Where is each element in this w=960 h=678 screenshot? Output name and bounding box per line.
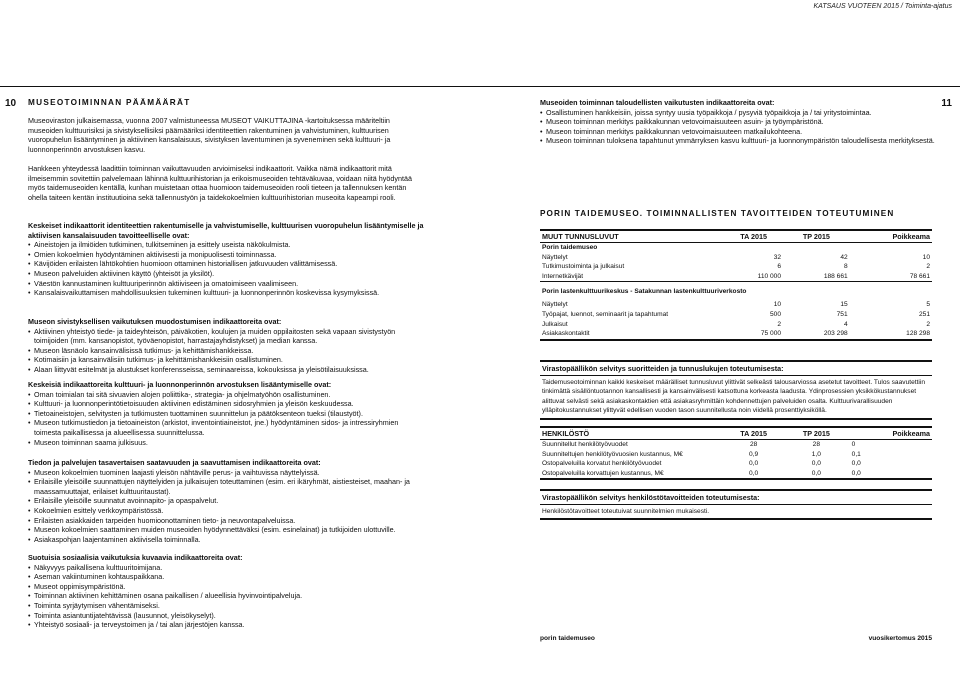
table-header-row <box>540 230 932 243</box>
table-row <box>540 282 932 301</box>
cell-diff: 10 <box>922 253 930 261</box>
list-item: • Erilaisille yleisöille suunnatut avoinnapito- ja opaspalvelut. <box>28 496 426 506</box>
list-item: • Museon toiminnan merkitys paikkakunnan vetovoimaisuuteen matkailukohteena. <box>540 127 940 137</box>
table-row <box>540 310 932 320</box>
table-row <box>540 262 932 272</box>
cell-diff: 0,0 <box>850 469 932 480</box>
table-row <box>540 469 932 480</box>
cell-tp: 28 <box>812 441 821 448</box>
row-group-label: Porin taidemuseo <box>542 244 598 251</box>
cell-ta: 0,0 <box>749 460 759 468</box>
list-item: • Erilaisille yleisöille suunnattujen näyttelyiden ja julkaisujen toteuttaminen (esim. eri ikäryhmät, aistiesteiset, maahan- ja maassamuuttajat, erilaiset kulttuuritaustat). <box>28 477 426 496</box>
group-heading: Suotuisia sosiaalisia vaikutuksia kuvaavia indikaattoreita ovat: <box>28 553 243 562</box>
footer-right: vuosikertomus 2015 <box>868 635 932 642</box>
cell-tp: 4 <box>843 320 848 328</box>
box-heading: Virastopäällikön selvitys suoritteiden ja tunnuslukujen toteutumisesta: <box>540 360 932 376</box>
cell-diff: 251 <box>918 310 930 318</box>
list-item: • Museon toiminnan saama julkisuus. <box>28 438 426 448</box>
list-item: • Museon toiminnan merkitys paikkakunnan vetovoimaisuuteen asuin- ja työympäristönä. <box>540 117 940 127</box>
list-item: • Väestön kannustaminen kulttuuriperinnön aktiiviseen ja omatoimiseen vaalimiseen. <box>28 279 426 289</box>
intro-paragraph: Museoviraston julkaisemassa, vuonna 2007 valmistuneessa MUSEOT VAIKUTTAJINA -kartoituksessa määriteltiin museoiden kulttuurisiksi ja sivistyksellisiksi päämääriksi identiteettien rakentuminen ja vahvistuminen, kulttuurisen vuoropuhelun lisääntyminen ja aktiivinen kansalaisuus, sivistyksen laventuminen ja syveneminen sekä kulttuuri- ja luonnonperinnön arvostuksen kasvu. <box>28 116 391 154</box>
list-item: • Aineistojen ja ilmiöiden tutkiminen, tulkitseminen ja esittely useista näkökulmista. <box>28 240 426 250</box>
henkilosto-table <box>540 426 932 480</box>
row-label: Tutkimustoiminta ja julkaisut <box>542 263 625 271</box>
page-number-left: 10 <box>5 98 17 109</box>
row-label: Työpajat, luennot, seminaarit ja tapahtumat <box>542 310 669 318</box>
indicator-group-1 <box>28 317 426 375</box>
cell-ta: 2 <box>777 320 782 328</box>
row-label: Suunniteltujen henkilötyövuosien kustannus, M€ <box>542 450 683 458</box>
table-row <box>540 450 932 460</box>
list-item: • Museon toiminnan tuloksena tapahtunut ymmärryksen kasvu kulttuuri- ja luonnonympäristön taloudellisesta merkityksestä. <box>540 136 940 146</box>
list-item: • Kulttuuri- ja luonnonperintötietoisuuden aktiivinen edistäminen sidosryhmien ja yleisön keskuudessa. <box>28 399 426 409</box>
muut-tunnusluvut-table <box>540 229 932 341</box>
list-item: • Erilaisten asiakkaiden tarpeiden huomioonottaminen tieto- ja neuvontapalveluissa. <box>28 516 426 526</box>
cell-diff: 5 <box>926 301 930 309</box>
column-header: MUUT TUNNUSLUVUT <box>540 230 724 243</box>
cell-diff: 78 661 <box>909 272 930 280</box>
economic-block <box>540 98 940 146</box>
table-header-row <box>540 427 932 440</box>
running-header: KATSAUS VUOTEEN 2015 / Toiminta-ajatus <box>813 3 952 10</box>
list-item: • Alaan liittyvät esitelmät ja alustukset konferensseissa, seminaareissa, kokouksissa ja yleisötilaisuuksissa. <box>28 365 426 375</box>
section-title-paamaarat: MUSEOTOIMINNAN PÄÄMÄÄRÄT <box>28 98 191 107</box>
cell-diff: 2 <box>926 320 930 328</box>
list-item: • Toiminta asiantuntijatehtävissä (lausunnot, yleisökyselyt). <box>28 611 426 621</box>
cell-ta: 110 000 <box>757 272 782 280</box>
list-item: • Kokoelmien esittely verkkoympäristössä. <box>28 506 426 516</box>
column-header: Poikkeama <box>850 427 932 440</box>
list-item: • Museon palveluiden aktiivinen käyttö (yhteisöt ja yksilöt). <box>28 269 426 279</box>
bullet-list <box>28 468 426 545</box>
cell-diff: 2 <box>926 263 930 271</box>
column-header: TA 2015 <box>724 230 783 243</box>
bullet-list <box>28 240 426 298</box>
intro-block <box>28 116 426 154</box>
box-heading: Virastopäällikön selvitys henkilöstötavoitteiden toteutumisesta: <box>540 489 932 505</box>
cell-ta: 10 <box>773 301 782 309</box>
cell-ta: 6 <box>777 263 782 271</box>
section-title-toteutuminen: PORIN TAIDEMUSEO. TOIMINNALLISTEN TAVOITTEIDEN TOTEUTUMINEN <box>540 209 895 218</box>
list-item: • Näkyvyys paikallisena kulttuuritoimijana. <box>28 563 426 573</box>
list-item: • Kansalaisvaikuttamisen mahdollisuuksien tukeminen kulttuuri- ja luonnonperinnön koskevissa kysymyksissä. <box>28 288 426 298</box>
list-item: • Museon kokoelmien saattaminen muiden museoiden hyödynnettäväksi (esim. esinelainat) ja tutkijoiden ulottuville. <box>28 525 426 535</box>
bullet-list <box>28 563 426 630</box>
cell-diff: 0 <box>851 441 856 448</box>
list-item: • Yhteistyö sosiaali- ja terveystoimen ja / tai alan järjestöjen kanssa. <box>28 620 426 630</box>
list-item: • Tietoaineistojen, selvitysten ja tutkimusten tuottaminen suunnittelun ja päätöksenteon tueksi (tilaustyöt). <box>28 409 426 419</box>
list-item: • Museon läsnäolo kansainvälisissä tutkimus- ja kehittämishankkeissa. <box>28 346 426 356</box>
cell-diff: 0,0 <box>851 460 861 468</box>
page-number-right: 11 <box>941 98 952 109</box>
indicator-group-3 <box>28 458 426 544</box>
column-header: Poikkeama <box>850 230 932 243</box>
box-text: Henkilöstötavoitteet toteutuivat suunnitelmien mukaisesti. <box>540 505 932 520</box>
bullet-list <box>28 327 426 375</box>
table-row <box>540 329 932 340</box>
table-row <box>540 253 932 263</box>
list-item: • Oman toimialan tai sitä sivuavien alojen poliittika-, strategia- ja ohjelmatyöhön osallistuminen. <box>28 390 426 400</box>
list-item: • Kävijöiden erilaisten lähtökohtien huomioon ottaminen historiallisen jatkuvuuden välittämisessä. <box>28 259 426 269</box>
group-heading: Keskeisiä indikaattoreita kulttuuri- ja luonnonperinnön arvostuksen lisääntymiselle ovat: <box>28 380 332 389</box>
column-header: TA 2015 <box>724 427 783 440</box>
cell-tp: 0,0 <box>811 460 821 468</box>
director-report-box-1 <box>540 360 932 420</box>
row-label: Näyttelyt <box>542 301 568 309</box>
eval-block <box>28 164 426 202</box>
list-item: • Toiminnan aktiivinen kehittäminen osana paikallisen / alueellisia hyvinvointipalveluja. <box>28 591 426 601</box>
footer-left: porin taidemuseo <box>540 635 595 642</box>
cell-ta: 75 000 <box>724 329 783 340</box>
row-label: Suunnitellut henkilötyövuodet <box>542 441 628 448</box>
list-item: • Museon tutkimustiedon ja tietoaineiston (arkistot, inventointiaineistot, jne.) hyödyntäminen sidos- ja intressiryhmien toimesta paikallisessa ja alueellisessa suunnittelussa. <box>28 418 426 437</box>
group-heading: Tiedon ja palvelujen tasavertaisen saatavuuden ja saavuttamisen indikaattoreita ovat: <box>28 458 321 467</box>
bullet-list <box>28 390 426 448</box>
director-report-box-2 <box>540 489 932 520</box>
indicator-group-0 <box>28 221 426 298</box>
cell-diff: 128 298 <box>850 329 932 340</box>
eval-paragraph: Hankkeen yhteydessä laadittiin toiminnan vaikuttavuuden arvioimiseksi indikaattorit. Vaikka nämä indikaattorit mitä ilmeisemmin sovitettiin palvelemaan lähinnä kulttuurihistorian ja erikoismuseoiden tehtäväkuvaa, voidaan niitä hyödyntää myös taidemuseoiden kentällä, kunhan muistetaan ottaa huomioon taidemuseoiden rooli tieteen ja tallennuksen kentän ohella taiteen kentän instituutioina sekä tallennustyön ja taidekokoelmien kulttuurihistorian museoita kapeampi rooli. <box>28 164 412 202</box>
column-header: HENKILÖSTÖ <box>540 427 724 440</box>
cell-ta: 28 <box>749 441 758 448</box>
row-label: Ostopalveluilla korvatut henkilötyövuodet <box>542 460 662 468</box>
group-heading: Museon sivistyksellisen vaikutuksen muodostumisen indikaattoreita ovat: <box>28 317 282 326</box>
cell-tp: 0,0 <box>783 469 850 480</box>
list-item: • Omien kokoelmien hyödyntäminen aktiivisesti ja monipuolisesti toiminnassa. <box>28 250 426 260</box>
table-row <box>540 272 932 282</box>
cell-tp: 15 <box>840 301 848 309</box>
list-item: • Aseman vakiintuminen kohtauspaikkana. <box>28 572 426 582</box>
cell-tp: 1,0 <box>811 450 821 458</box>
cell-ta: 0,0 <box>724 469 783 480</box>
cell-tp: 751 <box>836 310 848 318</box>
indicator-group-2 <box>28 380 426 447</box>
list-item: • Museon kokoelmien tuominen laajasti yleisön nähtäville perus- ja vaihtuvissa näyttelyissä. <box>28 468 426 478</box>
cell-tp: 42 <box>840 253 848 261</box>
list-item: • Osallistuminen hankkeisiin, joissa syntyy uusia työpaikkoja / pysyviä työpaikkoja ja / tai yritystoimintaa. <box>540 108 940 118</box>
table-row <box>540 459 932 469</box>
economic-heading: Museoiden toiminnan taloudellisten vaikutusten indikaattoreita ovat: <box>540 98 775 107</box>
column-header: TP 2015 <box>783 427 850 440</box>
bullet-list <box>540 108 940 146</box>
cell-ta: 32 <box>773 253 782 261</box>
indicator-group-4 <box>28 553 426 630</box>
cell-ta: 500 <box>770 310 782 318</box>
row-label: Julkaisut <box>542 320 568 328</box>
cell-diff: 0,1 <box>851 450 861 458</box>
row-label: Internetkävijät <box>542 272 584 280</box>
list-item: • Museot oppimisympäristönä. <box>28 582 426 592</box>
list-item: • Toiminta syrjäytymisen vähentämiseksi. <box>28 601 426 611</box>
list-item: • Aktiivinen yhteistyö tiede- ja taideyhteisön, päiväkotien, koulujen ja muiden oppilaitosten sekä vapaan sivistystyön toimijoiden (mm. kansanopistot, työväenopistot, harrastajayhdistykset) ja median kanssa. <box>28 327 426 346</box>
cell-ta: 0,9 <box>749 450 759 458</box>
cell-tp: 203 298 <box>783 329 850 340</box>
table-row <box>540 300 932 310</box>
list-item: • Asiakaspohjan laajentaminen aktiivisella toiminnalla. <box>28 535 426 545</box>
row-label: Asiakaskontaktit <box>540 329 724 340</box>
row-group-label: Porin lastenkulttuurikeskus - Satakunnan lastenkulttuuriverkosto <box>540 282 783 301</box>
group-heading: Keskeiset indikaattorit identiteettien rakentumiselle ja vahvistumiselle, kulttuurisen vuoropuhelun lisääntymiselle ja aktiivisen kansalaisuuden tavoitteelliselle ovat: <box>28 221 424 240</box>
list-item: • Kotimaisiin ja kansainvälisiin tutkimus- ja kehittämishankkeisiin osallistuminen. <box>28 355 426 365</box>
table-row <box>540 440 932 450</box>
row-label: Ostopalveluilla korvattujen kustannus, M€ <box>540 469 724 480</box>
left-column <box>28 98 428 107</box>
cell-tp: 8 <box>843 263 848 271</box>
header-rule <box>0 86 960 87</box>
table-row <box>540 320 932 330</box>
row-label: Näyttelyt <box>542 253 568 261</box>
cell-tp: 188 661 <box>823 272 848 280</box>
box-text: Taidemuseotoiminnan kaikki keskeiset määrälliset tunnusluvut ylittivät selkeästi talousarviossa asetetut tavoitteet. Tulos saavutettiin tinkimättä sisällöntuotannon kansallisesti ja kansainvälisesti katsottuna korkeasta laadusta. Ydinprosessien yksikkökustannukset alittuvat selvästi sekä asiakaskontaktien että asiakasryhmittäin kohdennettujen palveluiden osalta. Kulttuurivarallisuuden ylläpitokustannukset ylittyvät edellisen vuoden tason suunnitellusta noin viidellä prosenttiyksiköllä. <box>540 376 932 420</box>
column-header: TP 2015 <box>783 230 850 243</box>
table-row <box>540 243 932 253</box>
